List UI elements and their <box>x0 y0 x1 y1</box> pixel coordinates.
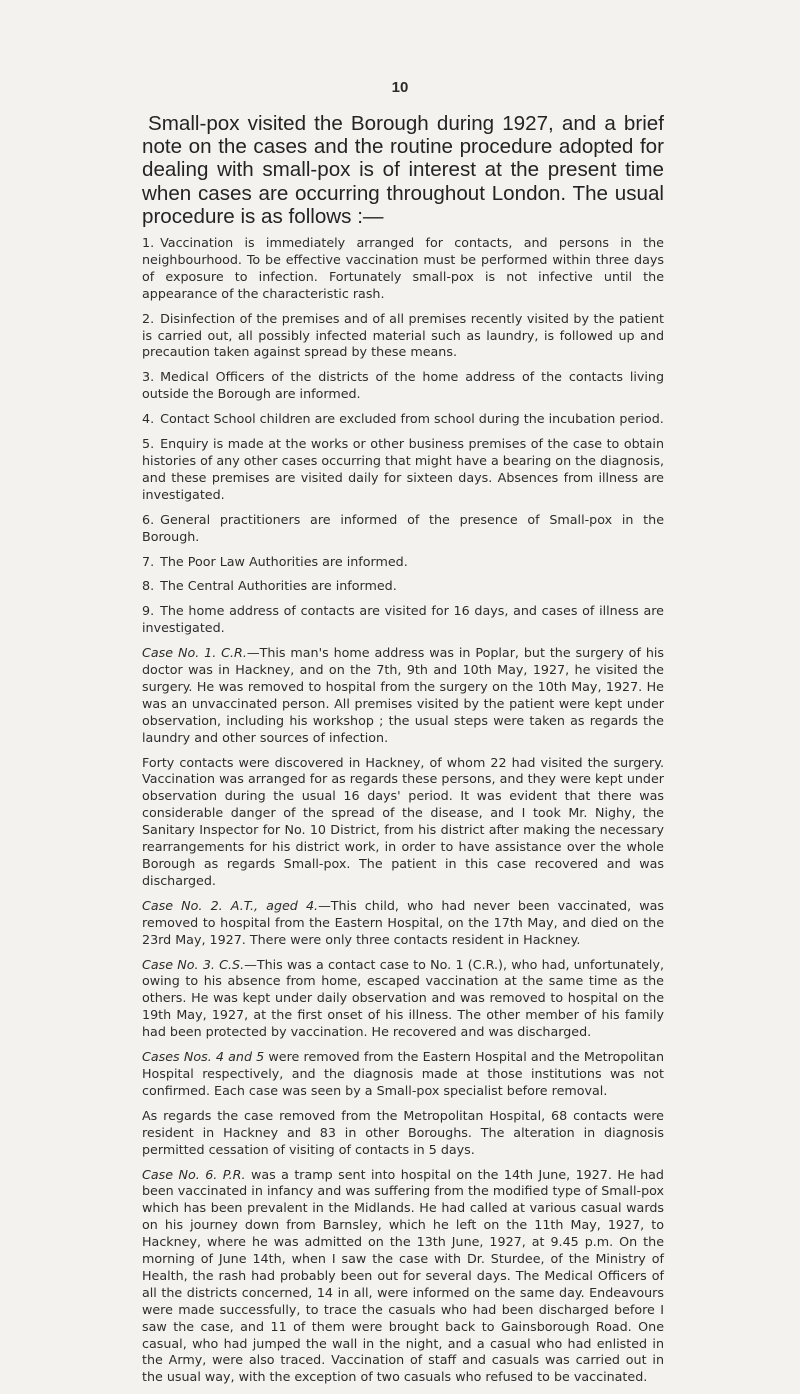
case-text: —This man's home address was in Poplar, but the surgery of his doctor was in Hackney, and on the 7th, 9th and 10th May, 1927, he visited the surgery. He was removed to hospital from the surgery on the 10th May, 1927. He was an unvaccinated person. All premises visited by the patient were kept under observation, including his workshop ; the usual steps were taken as regards the laundry and other sources of infection. <box>142 645 664 745</box>
report-body <box>142 235 664 1394</box>
case-label: Cases Nos. 4 and 5 <box>142 1049 265 1065</box>
procedure-item <box>142 311 664 362</box>
procedure-number: 6. <box>142 511 155 527</box>
case-paragraph <box>142 1108 664 1159</box>
procedure-item <box>142 554 664 571</box>
procedure-number: 1. <box>142 235 155 250</box>
case-label: Case No. 2. A.T., aged 4. <box>142 897 319 913</box>
procedure-item <box>142 436 664 504</box>
procedure-number: 5. <box>142 436 155 452</box>
procedure-text: The Poor Law Authorities are informed. <box>160 553 408 569</box>
procedure-item <box>142 235 664 303</box>
procedure-number: 2. <box>142 310 155 326</box>
procedure-item <box>142 411 664 428</box>
case-label: Case No. 3. C.S. <box>142 956 245 972</box>
case-text: was a tramp sent into hospital on the 14th June, 1927. He had been vaccinated in infancy and was suffering from the modified type of Small-pox which has been prevalent in the Midlands. He had called at various casual wards on his journey down from Barnsley, which he left on the 11th May, 1927, to Hackney, where he was admitted on the 13th June, 1927, at 9.45 p.m. On the morning of June 14th, when I saw the case with Dr. Sturdee, of the Ministry of Health, the rash had probably been out for several days. The Medical Officers of all the districts concerned, 14 in all, were informed on the same day. Endeavours were made successfully, to trace the casuals who had been discharged before I saw the case, and 11 of them were brought back to Gainsborough Road. One casual, who had jumped the wall in the night, and a casual who had enlisted in the Army, were also traced. Vaccination of staff and casuals was carried out in the usual way, with the exception of two casuals who refused to be vaccinated. <box>142 1166 664 1385</box>
procedure-number: 8. <box>142 578 155 594</box>
procedure-text: Contact School children are excluded from school during the incubation period. <box>160 411 664 427</box>
procedure-text: The home address of contacts are visited for 16 days, and cases of illness are investigated. <box>142 603 664 636</box>
case-text: As regards the case removed from the Metropolitan Hospital, 68 contacts were resident in Hackney and 83 in other Boroughs. The alteration in diagnosis permitted cessation of visiting of contacts in 5 days. <box>142 1107 664 1157</box>
procedure-number: 4. <box>142 411 155 427</box>
procedure-text: General practitioners are informed of the presence of Small-pox in the Borough. <box>142 511 664 544</box>
intro-paragraph: Small-pox visited the Borough during 1927, and a brief note on the cases and the routine procedure adopted for dealing with small-pox is of interest at the present time when cases are occurring throughout London. The usual procedure is as follows :— <box>142 112 664 228</box>
procedure-item <box>142 578 664 595</box>
case-paragraph <box>142 755 664 890</box>
procedure-list <box>142 235 664 637</box>
procedure-text: The Central Authorities are informed. <box>160 578 397 594</box>
procedure-text: Enquiry is made at the works or other business premises of the case to obtain histories of any other cases occurring that might have a bearing on the diagnosis, and these premises are visited daily for sixteen days. Absences from illness are investigated. <box>142 436 664 502</box>
case-paragraph <box>142 898 664 949</box>
case-label: Case No. 1. C.R. <box>142 645 247 661</box>
procedure-item <box>142 369 664 403</box>
page-number: 10 <box>391 79 409 96</box>
case-text: —This child, who had never been vaccinated, was removed to hospital from the Eastern Hospital, on the 17th May, and died on the 23rd May, 1927. There were only three contacts resident in Hackney. <box>142 897 664 947</box>
procedure-item <box>142 603 664 637</box>
procedure-text: Disinfection of the premises and of all premises recently visited by the patient is carried out, all possibly infected material such as laundry, is followed up and precaution taken against spread by these means. <box>142 310 664 360</box>
procedure-item <box>142 512 664 546</box>
case-paragraph <box>142 1049 664 1100</box>
case-paragraph <box>142 1167 664 1387</box>
case-label: Case No. 6. P.R. <box>142 1166 246 1182</box>
case-text: Forty contacts were discovered in Hackney, of whom 22 had visited the surgery. Vaccination was arranged for as regards these persons, and they were kept under observation during the usual 16 days' period. It was evident that there was considerable danger of the spread of the disease, and I took Mr. Nighy, the Sanitary Inspector for No. 10 District, from his district after making the necessary rearrangements for his district work, in order to have assistance over the whole Borough as regards Small-pox. The patient in this case recovered and was discharged. <box>142 754 664 888</box>
procedure-text: Medical Officers of the districts of the home address of the contacts living outside the Borough are informed. <box>142 369 664 402</box>
case-text: were removed from the Eastern Hospital and the Metropolitan Hospital respectively, and the diagnosis made at those institutions was not confirmed. Each case was seen by a Small-pox specialist before removal. <box>142 1049 665 1098</box>
procedure-number: 7. <box>142 553 155 569</box>
procedure-number: 3. <box>142 369 155 385</box>
procedure-number: 9. <box>142 603 155 619</box>
case-paragraph <box>142 645 664 746</box>
case-paragraph <box>142 957 664 1042</box>
case-notes <box>142 645 664 1386</box>
procedure-text: Vaccination is immediately arranged for contacts, and persons in the neighbourhood. To be effective vaccination must be performed within three days of exposure to infection. Fortunately small-pox is not infective until the appearance of the characteristic rash. <box>142 235 664 301</box>
case-text: —This was a contact case to No. 1 (C.R.), who had, unfortunately, owing to his absence from home, escaped vaccination at the same time as the others. He was kept under daily observation and was removed to hospital on the 19th May, 1927, at the first onset of his illness. The other member of his family had been protected by vaccination. He recovered and was discharged. <box>142 956 664 1040</box>
